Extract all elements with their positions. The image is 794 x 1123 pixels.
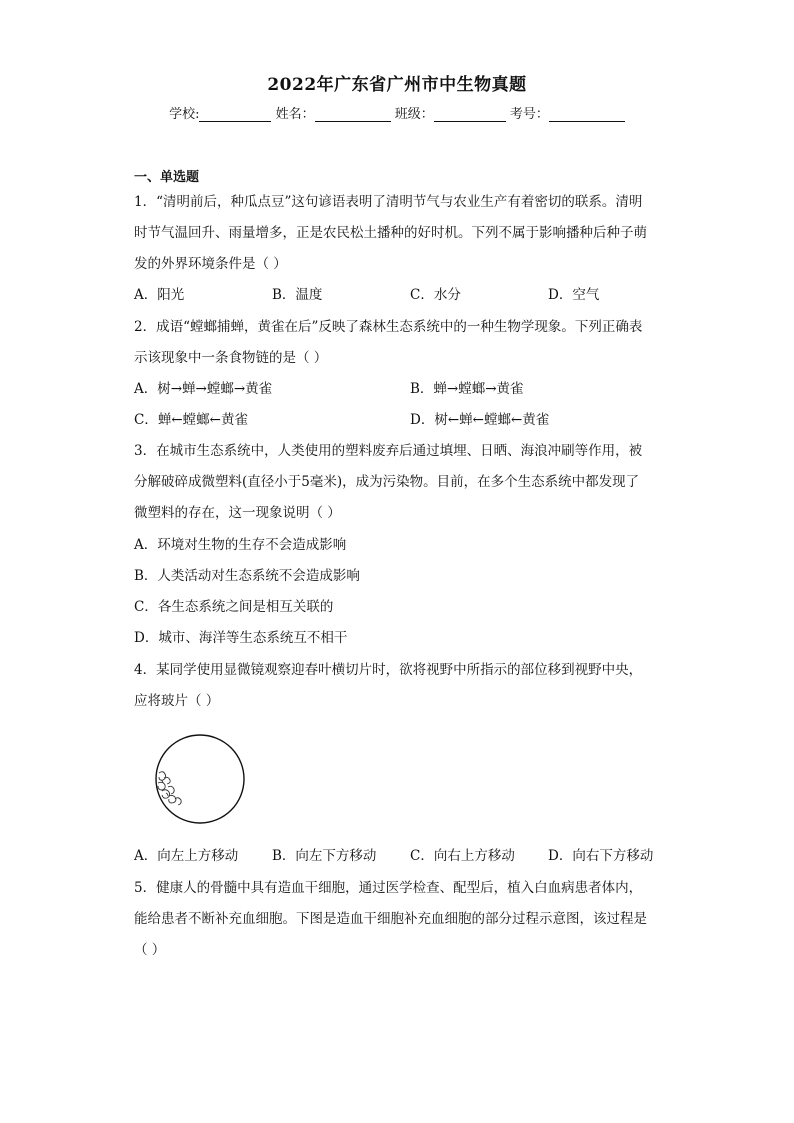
q3-line-1: 3．在城市生态系统中，人类使用的塑料废弃后通过填埋、日晒、海浪冲刷等作用，被	[134, 443, 643, 459]
q1-line-2: 时节气温回升、雨量增多，正是农民松土播种的好时机。下列不属于影响播种后种子萌	[134, 225, 647, 241]
q4-line-2: 应将玻片（ ）	[134, 693, 220, 709]
section-title: 一、单选题	[134, 170, 200, 185]
school-label: 学校:	[169, 107, 200, 122]
q2-option-c: C．蝉←螳螂←黄雀	[134, 412, 248, 428]
q3-option-c: C．各生态系统之间是相互关联的	[134, 599, 334, 615]
q1-option-a: A．阳光	[134, 287, 185, 303]
q5-line-3: （ ）	[134, 942, 166, 958]
q2-option-d: D．树←蝉←螳螂←黄雀	[410, 412, 550, 428]
exam-no-blank[interactable]	[549, 107, 625, 122]
q4-line-1: 4．某同学使用显微镜观察迎春叶横切片时，欲将视野中所指示的部位移到视野中央，	[134, 662, 643, 678]
student-info-row	[0, 103, 794, 122]
q3-option-a: A．环境对生物的生存不会造成影响	[134, 537, 347, 553]
name-blank[interactable]	[315, 107, 391, 122]
exam-no-label: 考号：	[509, 107, 549, 122]
q4-option-b: B．向左下方移动	[272, 848, 377, 864]
q3-option-d: D．城市、海洋等生态系统互不相干	[134, 630, 348, 646]
class-blank[interactable]	[434, 107, 506, 122]
page-title: 2022年广东省广州市中生物真题	[267, 75, 527, 95]
q3-line-2: 分解破碎成微塑料(直径小于5毫米)，成为污染物。目前，在多个生态系统中都发现了	[134, 474, 640, 490]
microscope-field-figure	[154, 733, 246, 825]
name-label: 姓名：	[275, 107, 315, 122]
q1-line-3: 发的外界环境条件是（ ）	[134, 256, 287, 272]
q1-option-b: B．温度	[272, 287, 323, 303]
q4-option-d: D．向右下方移动	[548, 848, 654, 864]
school-blank[interactable]	[199, 107, 271, 122]
q2-option-b: B．蝉→螳螂→黄雀	[410, 381, 524, 397]
q2-line-2: 示该现象中一条食物链的是（ ）	[134, 350, 328, 366]
class-label: 班级：	[394, 107, 434, 122]
q1-option-d: D．空气	[548, 287, 600, 303]
q2-line-1: 2．成语“螳螂捕蝉，黄雀在后”反映了森林生态系统中的一种生物学现象。下列正确表	[134, 319, 643, 335]
q1-line-1: 1．“清明前后，种瓜点豆”这句谚语表明了清明节气与农业生产有着密切的联系。清明	[134, 194, 643, 210]
q5-line-1: 5．健康人的骨髓中具有造血干细胞，通过医学检查、配型后，植入白血病患者体内，	[134, 880, 643, 896]
q4-option-c: C．向右上方移动	[410, 848, 515, 864]
q1-option-c: C．水分	[410, 287, 461, 303]
q5-line-2: 能给患者不断补充血细胞。下图是造血干细胞补充血细胞的部分过程示意图，该过程是	[134, 911, 647, 927]
q3-line-3: 微塑料的存在，这一现象说明（ ）	[134, 505, 341, 521]
q2-option-a: A．树→蝉→螳螂→黄雀	[134, 381, 273, 397]
q4-option-a: A．向左上方移动	[134, 848, 239, 864]
q3-option-b: B．人类活动对生态系统不会造成影响	[134, 568, 360, 584]
